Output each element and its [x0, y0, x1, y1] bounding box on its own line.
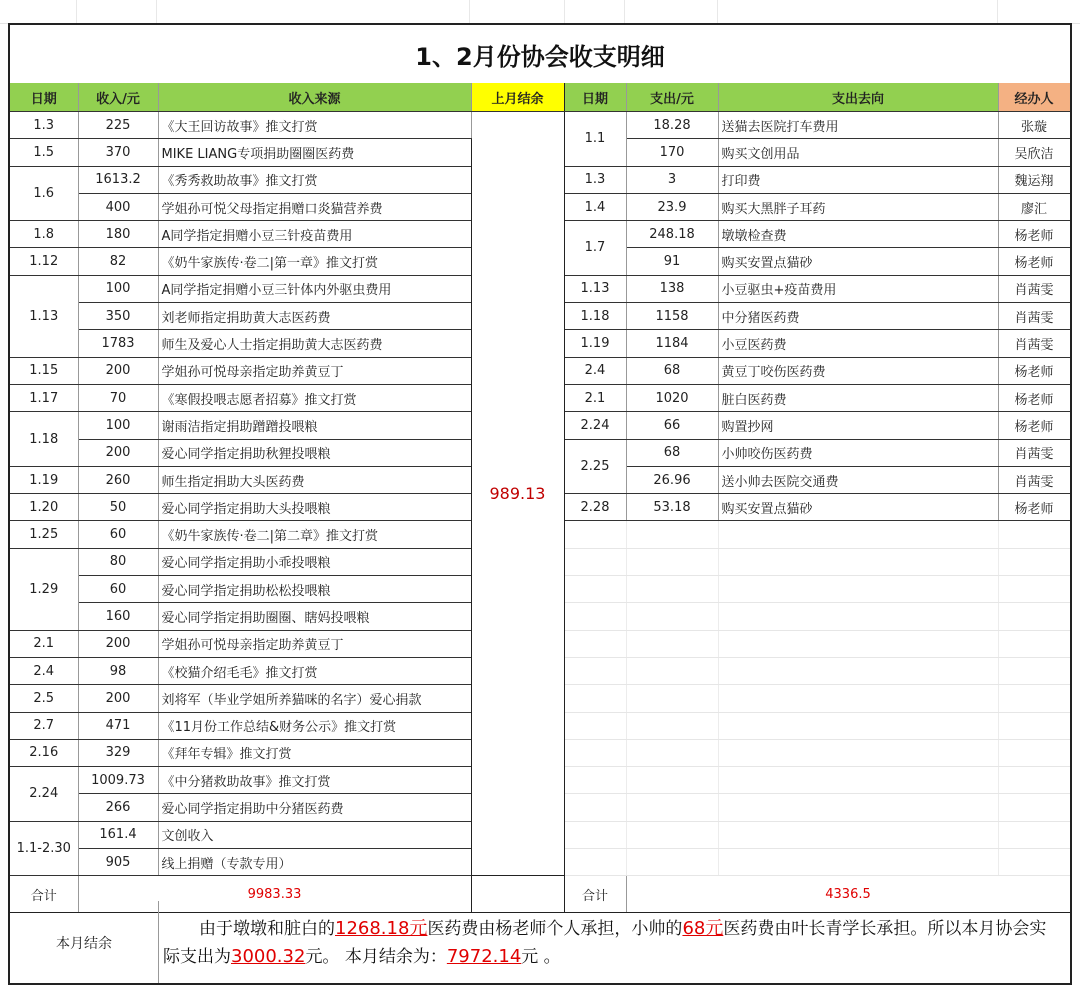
income-amount-cell: 100 [78, 275, 158, 302]
income-date-cell: 1.6 [10, 166, 78, 221]
expense-amount-cell: 91 [626, 248, 718, 275]
income-source-cell: 《奶牛家族传·卷二|第二章》推文打赏 [158, 521, 471, 548]
income-date-cell: 1.1-2.30 [10, 821, 78, 876]
income-source-cell: 《秀秀救助故事》推文打赏 [158, 166, 471, 193]
expense-amount-cell: 1184 [626, 330, 718, 357]
expense-date-cell: 1.4 [564, 193, 626, 220]
income-amount-cell: 329 [78, 739, 158, 766]
income-amount-cell: 905 [78, 849, 158, 876]
expense-purpose-cell: 中分猪医药费 [718, 303, 998, 330]
empty-cell [626, 794, 718, 821]
income-total: 9983.33 [78, 876, 471, 913]
empty-cell [718, 548, 998, 575]
expense-amount-cell: 248.18 [626, 221, 718, 248]
income-date-cell: 2.7 [10, 712, 78, 739]
income-source-cell: 谢雨洁指定捐助蹭蹭投喂粮 [158, 412, 471, 439]
spreadsheet-gridlines [0, 0, 1080, 24]
empty-cell [718, 685, 998, 712]
income-source-cell: A同学指定捐赠小豆三针疫苗费用 [158, 221, 471, 248]
income-amount-cell: 200 [78, 357, 158, 384]
column-header: 上月结余 [471, 83, 564, 112]
column-header: 支出/元 [626, 83, 718, 112]
empty-cell [564, 712, 626, 739]
income-amount-cell: 50 [78, 494, 158, 521]
expense-amount-cell: 1158 [626, 303, 718, 330]
expense-purpose-cell: 购买大黑胖子耳药 [718, 193, 998, 220]
empty-cell [564, 849, 626, 876]
handler-cell: 肖茜雯 [998, 439, 1070, 466]
income-amount-cell: 100 [78, 412, 158, 439]
expense-purpose-cell: 购买安置点猫砂 [718, 494, 998, 521]
income-source-cell: A同学指定捐赠小豆三针体内外驱虫费用 [158, 275, 471, 302]
income-source-cell: 师生指定捐助大头医药费 [158, 466, 471, 493]
empty-cell [626, 576, 718, 603]
empty-cell [718, 821, 998, 848]
expense-amount-cell: 138 [626, 275, 718, 302]
finance-sheet [8, 23, 1072, 985]
empty-cell [626, 821, 718, 848]
income-date-cell: 2.1 [10, 630, 78, 657]
empty-cell [626, 630, 718, 657]
handler-cell: 杨老师 [998, 221, 1070, 248]
income-date-cell: 1.29 [10, 548, 78, 630]
income-date-cell: 2.16 [10, 739, 78, 766]
header-row [10, 83, 1070, 112]
empty-cell [718, 576, 998, 603]
empty-cell [998, 603, 1070, 630]
empty-cell [626, 521, 718, 548]
column-header: 收入/元 [78, 83, 158, 112]
expense-amount-cell: 3 [626, 166, 718, 193]
handler-cell: 杨老师 [998, 248, 1070, 275]
income-amount-cell: 1783 [78, 330, 158, 357]
empty-cell [998, 712, 1070, 739]
expense-amount-cell: 66 [626, 412, 718, 439]
empty-cell [564, 794, 626, 821]
column-header: 经办人 [998, 83, 1070, 112]
income-amount-cell: 200 [78, 630, 158, 657]
income-amount-cell: 400 [78, 193, 158, 220]
handler-cell: 杨老师 [998, 357, 1070, 384]
expense-amount-cell: 18.28 [626, 112, 718, 139]
handler-cell: 肖茜雯 [998, 466, 1070, 493]
expense-amount-cell: 23.9 [626, 193, 718, 220]
summary-part: 由于墩墩和脏白的 [199, 919, 335, 939]
expense-purpose-cell: 送小帅去医院交通费 [718, 466, 998, 493]
column-header: 支出去向 [718, 83, 998, 112]
expense-date-cell: 2.28 [564, 494, 626, 521]
income-date-cell: 1.8 [10, 221, 78, 248]
income-amount-cell: 70 [78, 384, 158, 411]
income-date-cell: 1.19 [10, 466, 78, 493]
income-amount-cell: 161.4 [78, 821, 158, 848]
income-date-cell: 1.15 [10, 357, 78, 384]
empty-cell [998, 685, 1070, 712]
ledger-table [10, 83, 1071, 913]
expense-amount-cell: 68 [626, 357, 718, 384]
empty-cell [626, 767, 718, 794]
income-date-cell: 2.5 [10, 685, 78, 712]
empty-cell [718, 767, 998, 794]
income-amount-cell: 225 [78, 112, 158, 139]
income-source-cell: 师生及爱心人士指定捐助黄大志医药费 [158, 330, 471, 357]
income-source-cell: 《寒假投喂志愿者招募》推文打赏 [158, 384, 471, 411]
empty-cell [998, 630, 1070, 657]
empty-cell [626, 603, 718, 630]
income-source-cell: 《拜年专辑》推文打赏 [158, 739, 471, 766]
empty-cell [998, 849, 1070, 876]
income-amount-cell: 180 [78, 221, 158, 248]
handler-cell: 肖茜雯 [998, 303, 1070, 330]
expense-total: 4336.5 [626, 876, 1070, 913]
income-source-cell: 学姐孙可悦父母指定捐赠口炎猫营养费 [158, 193, 471, 220]
income-amount-cell: 260 [78, 466, 158, 493]
empty-cell [564, 767, 626, 794]
income-date-cell: 1.25 [10, 521, 78, 548]
empty-cell [564, 603, 626, 630]
empty-cell [718, 739, 998, 766]
income-source-cell: 《奶牛家族传·卷二|第一章》推文打赏 [158, 248, 471, 275]
expense-amount-cell: 53.18 [626, 494, 718, 521]
empty-cell [564, 685, 626, 712]
income-amount-cell: 200 [78, 685, 158, 712]
handler-cell: 杨老师 [998, 384, 1070, 411]
income-source-cell: 刘老师指定捐助黄大志医药费 [158, 303, 471, 330]
totals-label: 合计 [564, 876, 626, 913]
handler-cell: 肖茜雯 [998, 330, 1070, 357]
empty-cell [998, 794, 1070, 821]
expense-date-cell: 1.7 [564, 221, 626, 276]
column-header: 收入来源 [158, 83, 471, 112]
expense-purpose-cell: 购置抄网 [718, 412, 998, 439]
summary-part: 元 。 [521, 947, 561, 967]
expense-purpose-cell: 小豆医药费 [718, 330, 998, 357]
expense-date-cell: 2.1 [564, 384, 626, 411]
empty-cell [718, 849, 998, 876]
empty-cell [718, 712, 998, 739]
empty-cell [626, 685, 718, 712]
expense-date-cell: 1.3 [564, 166, 626, 193]
income-amount-cell: 350 [78, 303, 158, 330]
expense-amount-cell: 26.96 [626, 466, 718, 493]
income-source-cell: 学姐孙可悦母亲指定助养黄豆丁 [158, 630, 471, 657]
sheet-title: 1、2月份协会收支明细 [10, 25, 1070, 84]
income-source-cell: 《大王回访故事》推文打赏 [158, 112, 471, 139]
income-amount-cell: 80 [78, 548, 158, 575]
empty-cell [718, 630, 998, 657]
income-source-cell: 爱心同学指定捐助松松投喂粮 [158, 576, 471, 603]
summary-row [10, 901, 1070, 985]
income-date-cell: 1.17 [10, 384, 78, 411]
empty-cell [998, 739, 1070, 766]
expense-date-cell: 2.25 [564, 439, 626, 494]
expense-purpose-cell: 购买文创用品 [718, 139, 998, 166]
income-source-cell: 线上捐赠（专款专用） [158, 849, 471, 876]
income-source-cell: 文创收入 [158, 821, 471, 848]
income-amount-cell: 60 [78, 521, 158, 548]
table-row [10, 112, 1070, 139]
handler-cell: 廖汇 [998, 193, 1070, 220]
empty-cell [718, 521, 998, 548]
expense-amount-cell: 68 [626, 439, 718, 466]
handler-cell: 张璇 [998, 112, 1070, 139]
empty-cell [626, 849, 718, 876]
summary-value: 1268.18元 [335, 918, 428, 939]
income-amount-cell: 60 [78, 576, 158, 603]
expense-purpose-cell: 小帅咬伤医药费 [718, 439, 998, 466]
expense-date-cell: 2.4 [564, 357, 626, 384]
income-source-cell: 《校猫介绍毛毛》推文打赏 [158, 657, 471, 684]
income-amount-cell: 471 [78, 712, 158, 739]
empty-cell [718, 657, 998, 684]
expense-purpose-cell: 黄豆丁咬伤医药费 [718, 357, 998, 384]
empty-cell [626, 657, 718, 684]
empty-cell [564, 576, 626, 603]
income-date-cell: 1.13 [10, 275, 78, 357]
income-date-cell: 2.24 [10, 767, 78, 822]
income-source-cell: 爱心同学指定捐助小乖投喂粮 [158, 548, 471, 575]
income-amount-cell: 370 [78, 139, 158, 166]
income-amount-cell: 82 [78, 248, 158, 275]
expense-date-cell: 1.18 [564, 303, 626, 330]
income-source-cell: 爱心同学指定捐助大头投喂粮 [158, 494, 471, 521]
expense-purpose-cell: 送猫去医院打车费用 [718, 112, 998, 139]
handler-cell: 魏运翔 [998, 166, 1070, 193]
summary-part: 医药费由叶长青学长承担。所以本月协会实际支出为 [163, 919, 1047, 967]
empty-cell [998, 767, 1070, 794]
empty-cell [626, 548, 718, 575]
empty-cell [564, 657, 626, 684]
summary-part: 元。 本月结余为： [305, 947, 447, 967]
expense-purpose-cell: 打印费 [718, 166, 998, 193]
income-amount-cell: 1009.73 [78, 767, 158, 794]
income-amount-cell: 160 [78, 603, 158, 630]
income-source-cell: 《中分猪救助故事》推文打赏 [158, 767, 471, 794]
handler-cell: 肖茜雯 [998, 275, 1070, 302]
expense-amount-cell: 1020 [626, 384, 718, 411]
empty-cell [626, 739, 718, 766]
empty-cell [718, 603, 998, 630]
income-date-cell: 1.12 [10, 248, 78, 275]
empty-cell [718, 794, 998, 821]
column-header: 日期 [10, 83, 78, 112]
income-amount-cell: 1613.2 [78, 166, 158, 193]
income-amount-cell: 266 [78, 794, 158, 821]
income-source-cell: 《11月份工作总结&财务公示》推文打赏 [158, 712, 471, 739]
expense-purpose-cell: 墩墩检查费 [718, 221, 998, 248]
empty-cell [998, 821, 1070, 848]
summary-label: 本月结余 [10, 901, 159, 985]
income-date-cell: 2.4 [10, 657, 78, 684]
empty-cell [564, 521, 626, 548]
income-date-cell: 1.18 [10, 412, 78, 467]
totals-label: 合计 [10, 876, 78, 913]
expense-date-cell: 1.19 [564, 330, 626, 357]
empty-cell [998, 548, 1070, 575]
income-source-cell: 刘将军（毕业学姐所养猫咪的名字）爱心捐款 [158, 685, 471, 712]
empty-cell [998, 657, 1070, 684]
expense-purpose-cell: 购买安置点猫砂 [718, 248, 998, 275]
income-amount-cell: 200 [78, 439, 158, 466]
expense-purpose-cell: 脏白医药费 [718, 384, 998, 411]
income-amount-cell: 98 [78, 657, 158, 684]
expense-amount-cell: 170 [626, 139, 718, 166]
empty-cell [564, 548, 626, 575]
empty-cell [998, 521, 1070, 548]
empty-cell [564, 739, 626, 766]
expense-purpose-cell: 小豆驱虫+疫苗费用 [718, 275, 998, 302]
income-source-cell: 学姐孙可悦母亲指定助养黄豆丁 [158, 357, 471, 384]
expense-date-cell: 2.24 [564, 412, 626, 439]
expense-date-cell: 1.13 [564, 275, 626, 302]
summary-part: 医药费由杨老师个人承担，小帅的 [427, 919, 683, 939]
empty-cell [564, 821, 626, 848]
empty-cell [626, 712, 718, 739]
income-source-cell: 爱心同学指定捐助秋狸投喂粮 [158, 439, 471, 466]
last-balance-cell: 989.13 [471, 112, 564, 876]
income-source-cell: 爱心同学指定捐助圈圈、瞎妈投喂粮 [158, 603, 471, 630]
handler-cell: 吴欣洁 [998, 139, 1070, 166]
expense-date-cell: 1.1 [564, 112, 626, 167]
income-source-cell: MIKE LIANG专项捐助圈圈医药费 [158, 139, 471, 166]
income-date-cell: 1.20 [10, 494, 78, 521]
handler-cell: 杨老师 [998, 412, 1070, 439]
handler-cell: 杨老师 [998, 494, 1070, 521]
summary-text [159, 901, 1070, 985]
income-date-cell: 1.3 [10, 112, 78, 139]
income-source-cell: 爱心同学指定捐助中分猪医药费 [158, 794, 471, 821]
summary-value: 7972.14 [446, 946, 522, 967]
empty-cell [564, 630, 626, 657]
summary-value: 3000.32 [231, 946, 306, 967]
income-date-cell: 1.5 [10, 139, 78, 166]
summary-value: 68元 [682, 918, 724, 939]
column-header: 日期 [564, 83, 626, 112]
empty-cell [998, 576, 1070, 603]
